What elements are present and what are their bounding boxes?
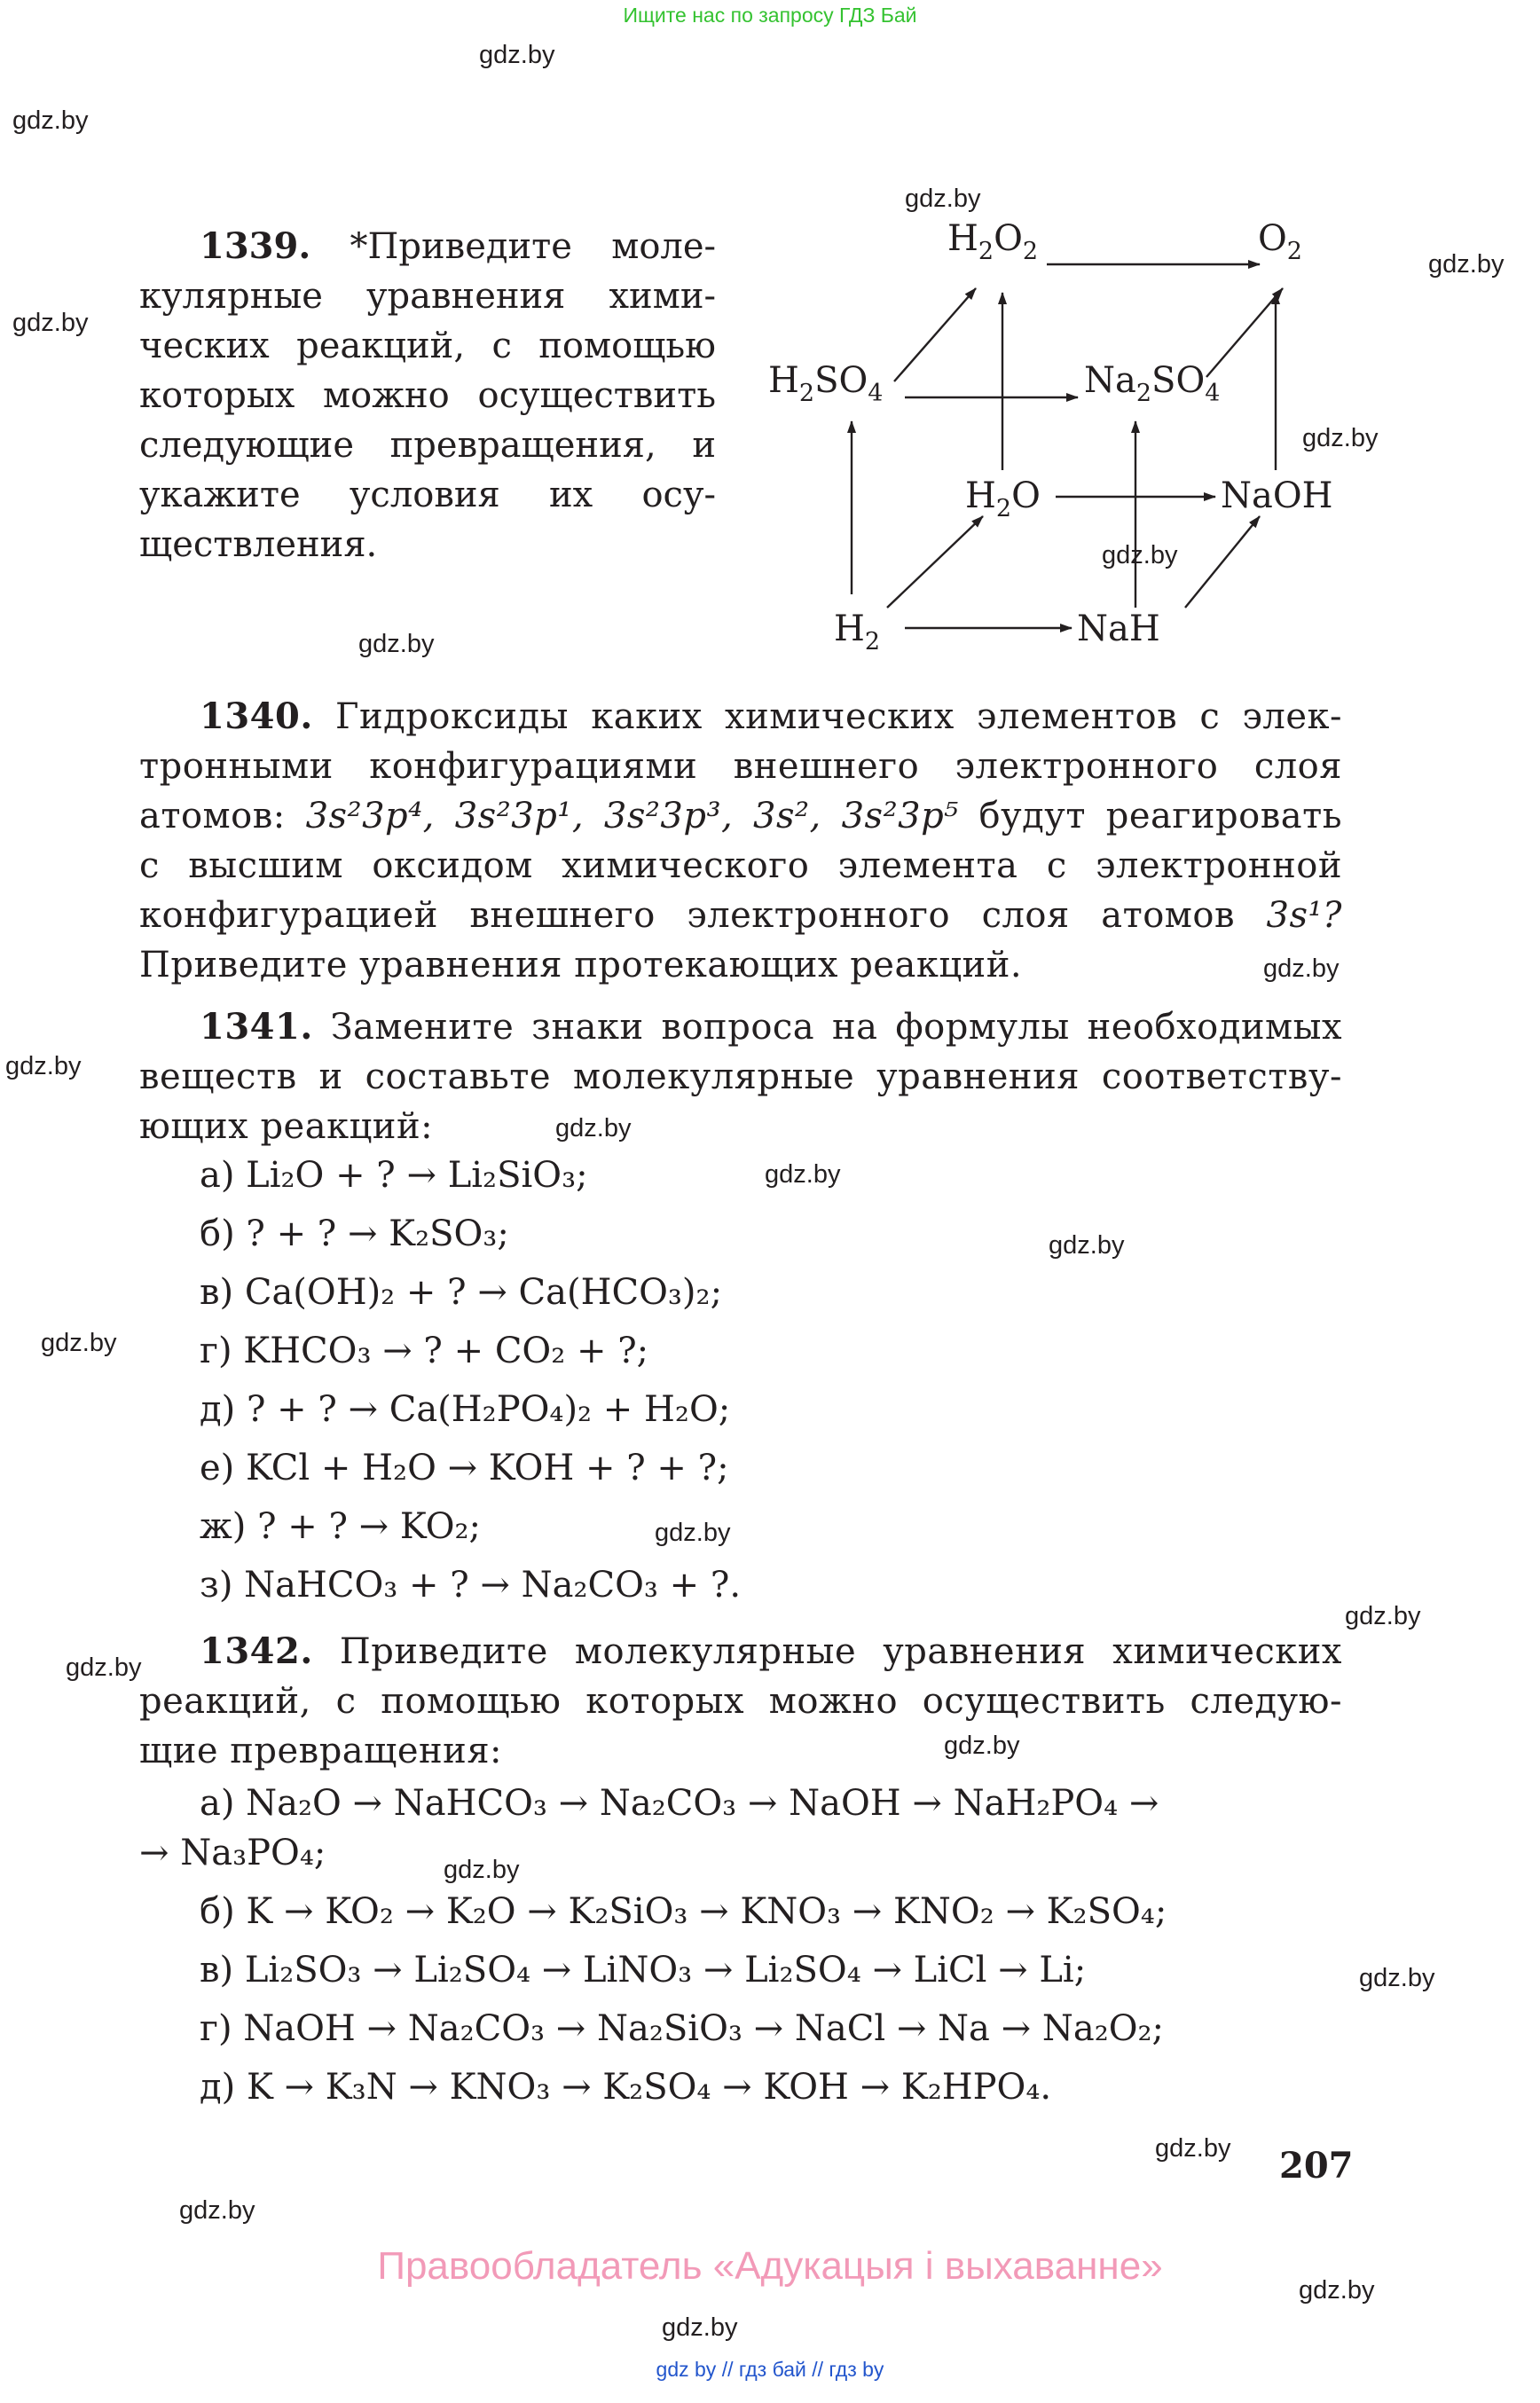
watermark: gdz.by xyxy=(655,1519,731,1547)
watermark: gdz.by xyxy=(5,1052,82,1080)
arrow xyxy=(1206,288,1283,377)
watermark: gdz.by xyxy=(41,1329,117,1357)
electron-config: 3s², xyxy=(753,796,821,836)
problem-1339 xyxy=(139,222,716,569)
formula-naoh: NaOH xyxy=(1221,475,1333,516)
watermark: gdz.by xyxy=(1102,541,1178,569)
problem-text: конфигурацией внешнего электронного слоя атомов xyxy=(139,895,1235,936)
problem-number: 1341. xyxy=(200,1006,313,1048)
problem-line: щие превращения: xyxy=(139,1731,503,1771)
problem-line: Приведите уравнения протекающих реакций. xyxy=(139,945,1023,986)
problem-line: реакций, с помощью которых можно осуществить следую- xyxy=(139,1681,1342,1722)
problem-text: Замените знаки вопроса на формулы необходимых xyxy=(330,1007,1342,1048)
chain-item: в) Li₂SO₃ → Li₂SO₄ → LiNO₃ → Li₂SO₄ → LiCl → Li; xyxy=(200,1950,1087,1991)
watermark: gdz.by xyxy=(1049,1231,1125,1260)
chain-item: → Na₃PO₄; xyxy=(139,1833,326,1873)
problem-text: *Приведите моле- xyxy=(350,226,717,267)
formula-h2: $H_2$ xyxy=(834,609,881,656)
watermark: gdz.by xyxy=(944,1732,1020,1760)
equation-item: е) KCl + H₂O → KOH + ? + ?; xyxy=(200,1448,729,1488)
chain-item: г) NaOH → Na₂CO₃ → Na₂SiO₃ → NaCl → Na → Na₂O₂; xyxy=(200,2008,1165,2049)
equation-item: а) Li₂O + ? → Li₂SiO₃; xyxy=(200,1155,588,1196)
equation-item: з) NaHCO₃ + ? → Na₂CO₃ + ?. xyxy=(200,1565,742,1606)
problem-number: 1342. xyxy=(200,1630,313,1672)
problem-line xyxy=(139,1627,1342,1677)
formula-h2o2: $H_2O_2$ xyxy=(947,218,1039,265)
arrow xyxy=(894,288,976,381)
page-number: 207 xyxy=(1279,2145,1354,2187)
watermark: gdz.by xyxy=(1263,954,1340,983)
watermark: gdz.by xyxy=(905,185,981,213)
equation-item: г) KHCO₃ → ? + CO₂ + ?; xyxy=(200,1331,649,1371)
problem-line: веществ и составьте молекулярные уравнения соответству- xyxy=(139,1056,1342,1097)
chain-item: а) Na₂O → NaHCO₃ → Na₂CO₃ → NaOH → NaH₂PO₄ → xyxy=(200,1783,1159,1824)
watermark: gdz.by xyxy=(662,2313,738,2342)
top-note: Ищите нас по запросу ГДЗ Бай xyxy=(623,4,917,27)
problem-line: ющих реакций: xyxy=(139,1106,434,1147)
problem-line: ществления. xyxy=(139,524,378,565)
problem-line: следующие превращения, и xyxy=(139,425,716,466)
electron-config: 3s²3p⁵ xyxy=(841,796,959,836)
arrow xyxy=(1185,516,1260,608)
electron-config: 3s²3p¹, xyxy=(454,796,585,836)
watermark: gdz.by xyxy=(555,1114,632,1143)
problem-text: будут реагировать xyxy=(978,796,1342,836)
problem-line xyxy=(139,791,1342,841)
problem-line: кулярные уравнения хими- xyxy=(139,276,716,317)
problem-1341 xyxy=(139,1002,1342,1151)
watermark: gdz.by xyxy=(765,1160,841,1189)
watermark: gdz.by xyxy=(479,41,555,69)
formula-h2o: $H_2O$ xyxy=(965,475,1041,522)
problem-text: Приведите молекулярные уравнения химических xyxy=(339,1631,1342,1672)
copyright-holder: Правообладатель «Адукацыя і выхаванне» xyxy=(377,2244,1163,2288)
problem-line: ческих реакций, с помощью xyxy=(139,326,716,366)
diagram-arrows xyxy=(852,264,1283,628)
formula-na2so4: $Na_2SO_4$ xyxy=(1084,360,1221,407)
equation-item: д) ? + ? → Ca(H₂PO₄)₂ + H₂O; xyxy=(200,1389,731,1430)
watermark: gdz.by xyxy=(1155,2134,1231,2163)
electron-config: 3s²3p³, xyxy=(603,796,734,836)
formula-h2so4: $H_2SO_4$ xyxy=(768,360,884,407)
equation-item: б) ? + ? → K₂SO₃; xyxy=(200,1213,509,1254)
problem-text: атомов: xyxy=(139,796,286,836)
watermark: gdz.by xyxy=(1302,424,1379,452)
watermark: gdz.by xyxy=(1299,2276,1375,2305)
problem-1340 xyxy=(139,692,1342,990)
electron-config: 3s¹? xyxy=(1266,895,1342,936)
problem-line xyxy=(139,891,1342,940)
watermark: gdz.by xyxy=(1428,250,1505,279)
chain-item: д) K → K₃N → KNO₃ → K₂SO₄ → KOH → K₂HPO₄. xyxy=(200,2067,1052,2108)
equation-item: ж) ? + ? → KO₂; xyxy=(200,1506,482,1547)
watermark: gdz.by xyxy=(66,1653,142,1682)
problem-line xyxy=(139,692,1342,742)
chain-item: б) K → KO₂ → K₂O → K₂SiO₃ → KNO₃ → KNO₂ → K₂SO₄; xyxy=(200,1891,1167,1932)
problem-line xyxy=(139,222,716,271)
footer-links: gdz by // гдз бай // гдз by xyxy=(656,2358,884,2381)
problem-line: с высшим оксидом химического элемента с электронной xyxy=(139,845,1342,886)
arrow xyxy=(887,516,983,608)
formula-o2: $O_2$ xyxy=(1258,218,1302,265)
watermark: gdz.by xyxy=(444,1856,520,1884)
electron-config: 3s²3p⁴, xyxy=(305,796,435,836)
watermark: gdz.by xyxy=(1345,1602,1421,1630)
formula-nah: NaH xyxy=(1077,609,1160,649)
watermark: gdz.by xyxy=(1359,1964,1435,1992)
problem-line: укажите условия их осу- xyxy=(139,475,716,515)
problem-line: которых можно осуществить xyxy=(139,375,716,416)
problem-text: Гидроксиды каких химических элементов с элек- xyxy=(335,696,1342,737)
problem-number: 1339. xyxy=(200,225,311,267)
equation-item: в) Ca(OH)₂ + ? → Ca(HCO₃)₂; xyxy=(200,1272,723,1313)
watermark: gdz.by xyxy=(358,630,435,658)
problem-line xyxy=(139,1002,1342,1052)
watermark: gdz.by xyxy=(179,2196,255,2225)
problem-1342 xyxy=(139,1627,1342,1776)
transformation-diagram xyxy=(763,204,1402,665)
problem-line: тронными конфигурациями внешнего электронного слоя xyxy=(139,746,1342,787)
watermark: gdz.by xyxy=(12,309,89,337)
watermark: gdz.by xyxy=(12,106,89,135)
problem-number: 1340. xyxy=(200,695,313,737)
